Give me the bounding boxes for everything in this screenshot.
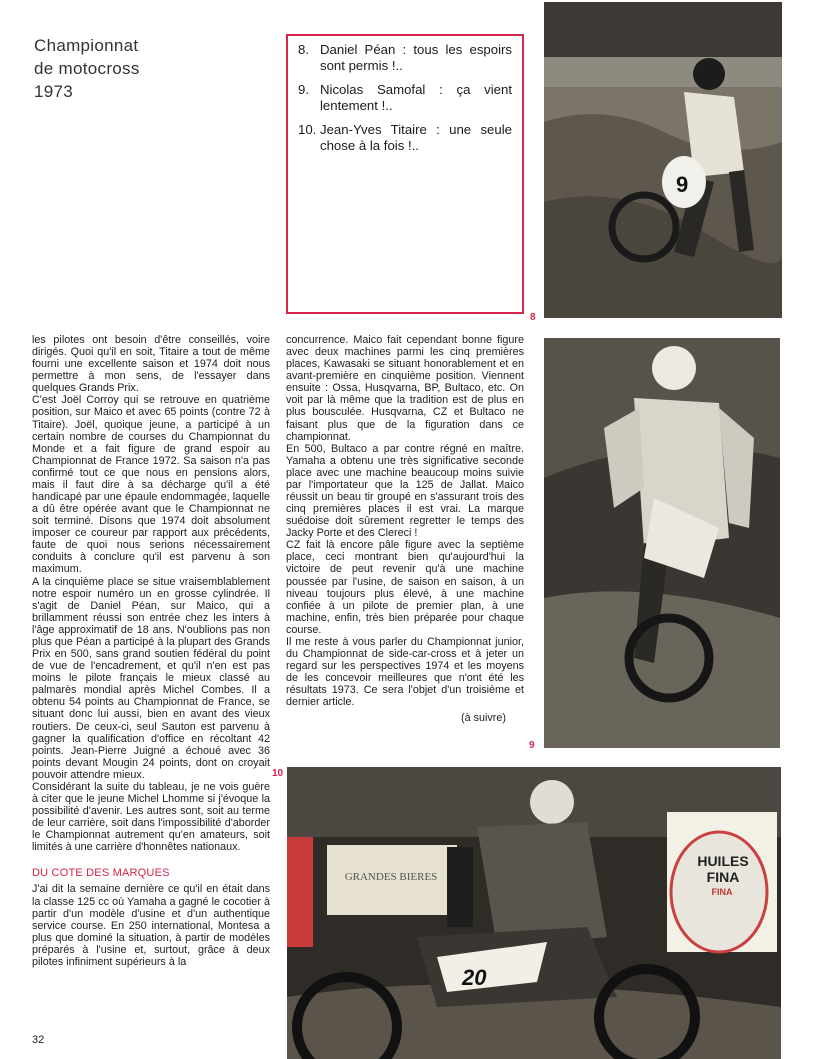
body-paragraph: C'est Joël Corroy qui se retrouve en quatrième position, sur Maico et avec 65 points (contre 72 à Titaire). Joël, quoique jeune, a participé à un certain nombre de courses du Championnat du Monde et a fait figure de grand espoir au Championnat de France 1972. Sa saison n'a pas confirmé tout ce que nous en pensions alors, mais il faut dire à sa décharge qu'il a été handicapé par une épaule endommagée, laquelle a dû être opérée avant que le Championnat ne soit terminé. Disons que 1974 doit absolument imposer ce coureur par rapport aux précédents, faute de quoi nous serions nécessairement conduits à conclure qu'il est parvenu à son maximum. (32, 394, 270, 576)
svg-text:9: 9 (676, 172, 689, 197)
motocross-rider-photo-icon (544, 338, 780, 748)
photo-10 (287, 767, 781, 1059)
caption-text: Nicolas Samofal : ça vient lentement !.. (320, 82, 512, 113)
section-heading: DU COTE DES MARQUES (32, 867, 170, 880)
body-paragraph: les pilotes ont besoin d'être conseillés, voire dirigés. Quoi qu'il en soit, Titaire a tout de même fourni une excellente saison et 1974 doit nous permettre à mon sens, de l'essayer dans quelques Grands Prix. (32, 334, 270, 395)
caption-number: 10. (298, 122, 317, 137)
photo-8 (544, 2, 782, 318)
title-line: 1973 (34, 82, 74, 101)
caption-number: 9. (298, 82, 309, 97)
left-text-column (32, 334, 270, 968)
caption-number: 8. (298, 42, 309, 57)
right-text-column (286, 334, 524, 725)
title-line: de motocross (34, 59, 140, 78)
caption-item (298, 42, 512, 74)
continued-note: (à suivre) (461, 712, 506, 725)
body-paragraph: concurrence. Maico fait cependant bonne figure avec deux machines parmi les cinq premières places, Kawasaki se situant honorablement et en avant-première en cinquième position. Viennent ensuite : Ossa, Husqvarna, BP, Bultaco, etc. On voit par là même que la tradition est de plus en plus bousculée. Husqvarna, CZ et Bultaco ne faisant plus que de la figuration dans ce championnat. (286, 334, 524, 443)
caption-text: Daniel Péan : tous les espoirs sont permis !.. (320, 42, 512, 73)
banner-text: GRANDES BIERES (344, 871, 438, 883)
caption-box (286, 34, 524, 314)
motocross-rider-photo-icon (544, 2, 782, 318)
photo-9 (544, 338, 780, 748)
photo-number: 8 (530, 312, 536, 323)
page-number: 32 (32, 1034, 45, 1046)
photo-number: 10 (272, 768, 284, 779)
caption-item (298, 122, 512, 154)
photo-number: 9 (529, 740, 535, 751)
caption-text: Jean-Yves Titaire : une seule chose à la fois !.. (320, 122, 512, 153)
race-number: 20 (462, 965, 487, 990)
body-paragraph: En 500, Bultaco a par contre régné en maître. Yamaha a obtenu une très significative seconde place avec une machine beaucoup moins suivie par l'importateur que la 125 de Jallat. Maico réussit un beau tir groupé en s'assurant trois des cinq premières places il est vrai. La marque suédoise doit sûrement regretter le temps des Jacky Porte et des Clereci ! (286, 442, 524, 540)
article-title (34, 34, 254, 103)
banner-logo-text: FINA (711, 887, 733, 897)
banner-text: HUILES FINA (697, 853, 749, 885)
body-paragraph: A la cinquième place se situe vraisemblablement notre espoir numéro un en grosse cylindrée. Il s'agit de Daniel Péan, sur Maico, qui a brillamment réussi son entrée chez les inters à l'âge approximatif de 18 ans. N'oublions pas non plus que Péan a participé à la plupart des Grands Prix en 500, sans grand soutien fédéral du point de vue de l'encadrement, et qu'il n'en est pas moins le pilote français le mieux classé au palmarès mondial après Michel Combes. Il a obtenu 54 points au Championnat de France, se situant donc lui aussi, bien en avant des vieux routiers. De ceux-ci, seul Sauton est parvenu à gagner la qualification d'office en récoltant 42 points. Jean-Pierre Juigné a échoué avec 36 points devant Mougin 24 points, dont on croyait pouvoir attendre mieux. (32, 575, 270, 781)
body-paragraph: J'ai dit la semaine dernière ce qu'il en était dans la classe 125 cc où Yamaha a gagné le cocotier à partir d'un modèle d'usine et d'un authentique service course. En 250 international, Montesa a plus que dominé la situation, à partir de modèles préparés à l'usine et, surtout, grâce à deux pilotes infiniment supérieurs à la (32, 883, 270, 968)
body-paragraph: Considérant la suite du tableau, je ne vois guère à citer que le jeune Michel Lhomme si j'évoque la possibilité d'avenir. Les autres sont, soit au terme de leur carrière, soit dans l'impossibilité d'aborder le Championnat autrement qu'en amateurs, soit limités à une carrière d'honnêtes nationaux. (32, 780, 270, 854)
caption-item (298, 82, 512, 114)
body-paragraph: CZ fait là encore pâle figure avec la septième place, ceci montrant bien qu'aujourd'hui la victoire de peut revenir qu'à une machine poussée par l'usine, de saison en saison, à un niveau toujours plus élevé, à une machine confiée à un pilote de premier plan, à une machine, enfin, très bien préparée pour chaque course. (286, 539, 524, 636)
title-line: Championnat (34, 36, 139, 55)
body-paragraph: Il me reste à vous parler du Championnat junior, du Championnat de side-car-cross et à jeter un regard sur les perspectives 1974 et les moyens de les concevoir meilleures que n'ont été les résultats 1973. Ce sera l'objet d'un troisième et dernier article. (286, 635, 524, 709)
motocross-rider-photo-icon (287, 767, 781, 1059)
